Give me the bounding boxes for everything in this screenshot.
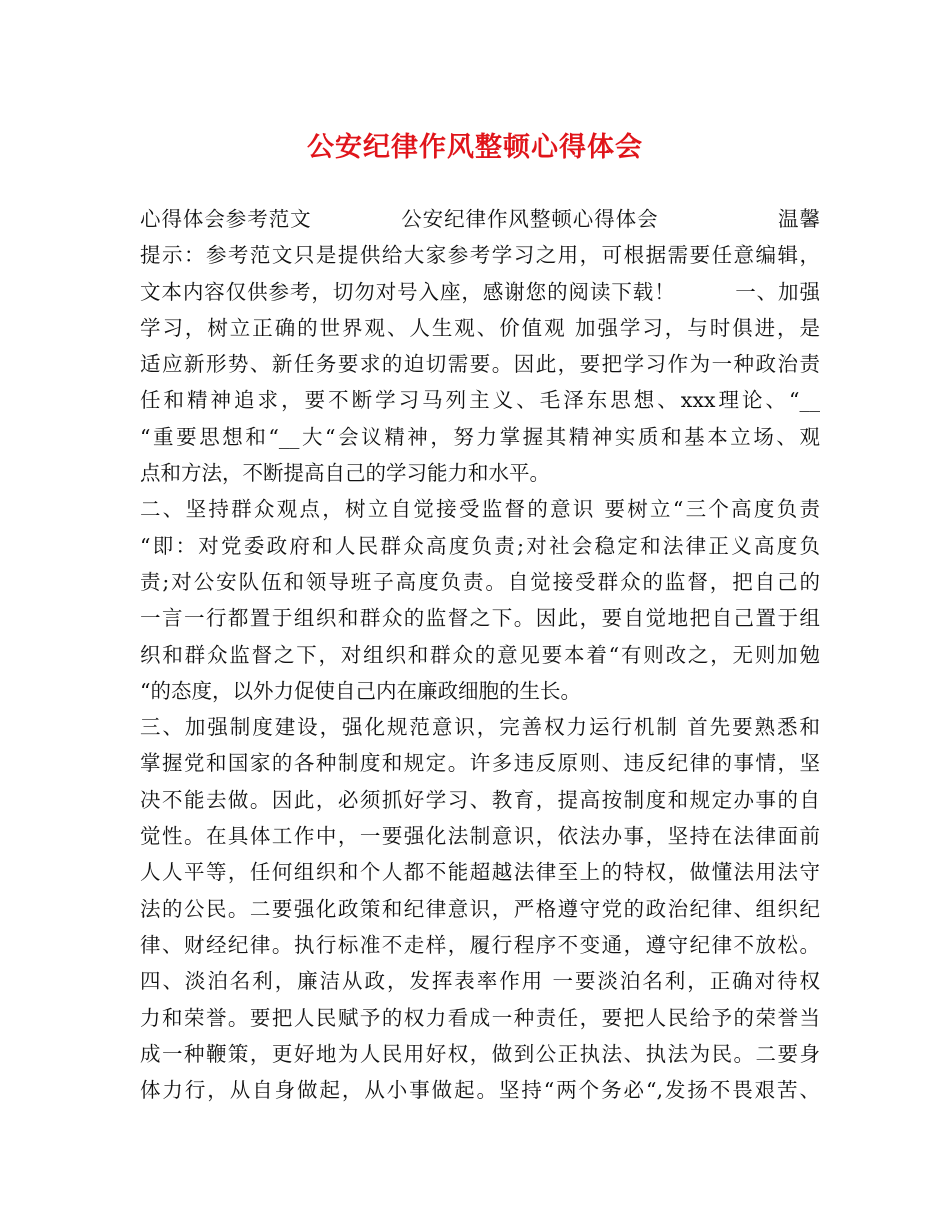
body-line: 四、淡泊名利，廉洁从政，发挥表率作用 一要淡泊名利，正确对待权 — [140, 969, 820, 994]
body-line: 觉性。在具体工作中，一要强化法制意识，依法办事，坚持在法律面前 — [140, 824, 820, 849]
body-line: 适应新形势、新任务要求的迫切需要。因此，要把学习作为一种政治责 — [140, 352, 820, 377]
body-line: “重要思想和“__大“会议精神，努力掌握其精神实质和基本立场、观 — [140, 424, 820, 449]
body-line: 人人平等，任何组织和个人都不能超越法律至上的特权，做懂法用法守 — [140, 860, 820, 885]
body-line: 决不能去做。因此，必须抓好学习、教育，提高按制度和规定办事的自 — [140, 787, 820, 812]
body-line: 一言一行都置于组织和群众的监督之下。因此，要自觉地把自己置于组 — [140, 606, 820, 631]
body-line: 律、财经纪律。执行标准不走样，履行程序不变通，遵守纪律不放松。 — [140, 932, 820, 957]
body-line: 任和精神追求，要不断学习马列主义、毛泽东思想、xxx理论、“__ — [140, 388, 820, 413]
body-line: 学习，树立正确的世界观、人生观、价值观 加强学习，与时俱进，是 — [140, 315, 820, 340]
body-line: 掌握党和国家的各种制度和规定。许多违反原则、违反纪律的事情，坚 — [140, 751, 820, 776]
body-line: 体力行，从自身做起，从小事做起。坚持“两个务必“,发扬不畏艰苦、 — [140, 1078, 820, 1103]
body-line: “的态度，以外力促使自己内在廉政细胞的生长。 — [140, 678, 581, 703]
body-line: 力和荣誉。要把人民赋予的权力看成一种责任，要把人民给予的荣誉当 — [140, 1005, 820, 1030]
body-line: 文本内容仅供参考，切勿对号入座，感谢您的阅读下载！ 一、加强 — [140, 279, 820, 304]
document-title: 公安纪律作风整顿心得体会 — [307, 132, 643, 163]
body-line: 责;对公安队伍和领导班子高度负责。自觉接受群众的监督，把自己的 — [140, 569, 820, 594]
document-body — [140, 201, 820, 1108]
body-line: 法的公民。二要强化政策和纪律意识，严格遵守党的政治纪律、组织纪 — [140, 896, 820, 921]
body-line: 点和方法，不断提高自己的学习能力和水平。 — [140, 461, 550, 486]
body-line: 心得体会参考范文 公安纪律作风整顿心得体会 温馨 — [140, 207, 820, 231]
body-line: 三、加强制度建设，强化规范意识，完善权力运行机制 首先要熟悉和 — [140, 715, 820, 740]
body-line: 二、坚持群众观点，树立自觉接受监督的意识 要树立“三个高度负责 — [140, 497, 820, 522]
body-line: 成一种鞭策，更好地为人民用好权，做到公正执法、执法为民。二要身 — [140, 1041, 820, 1066]
body-line: 提示：参考范文只是提供给大家参考学习之用，可根据需要任意编辑， — [140, 243, 820, 268]
body-line: 织和群众监督之下，对组织和群众的意见要本着“有则改之，无则加勉 — [140, 642, 820, 667]
body-line: “即：对党委政府和人民群众高度负责;对社会稳定和法律正义高度负 — [140, 533, 820, 558]
